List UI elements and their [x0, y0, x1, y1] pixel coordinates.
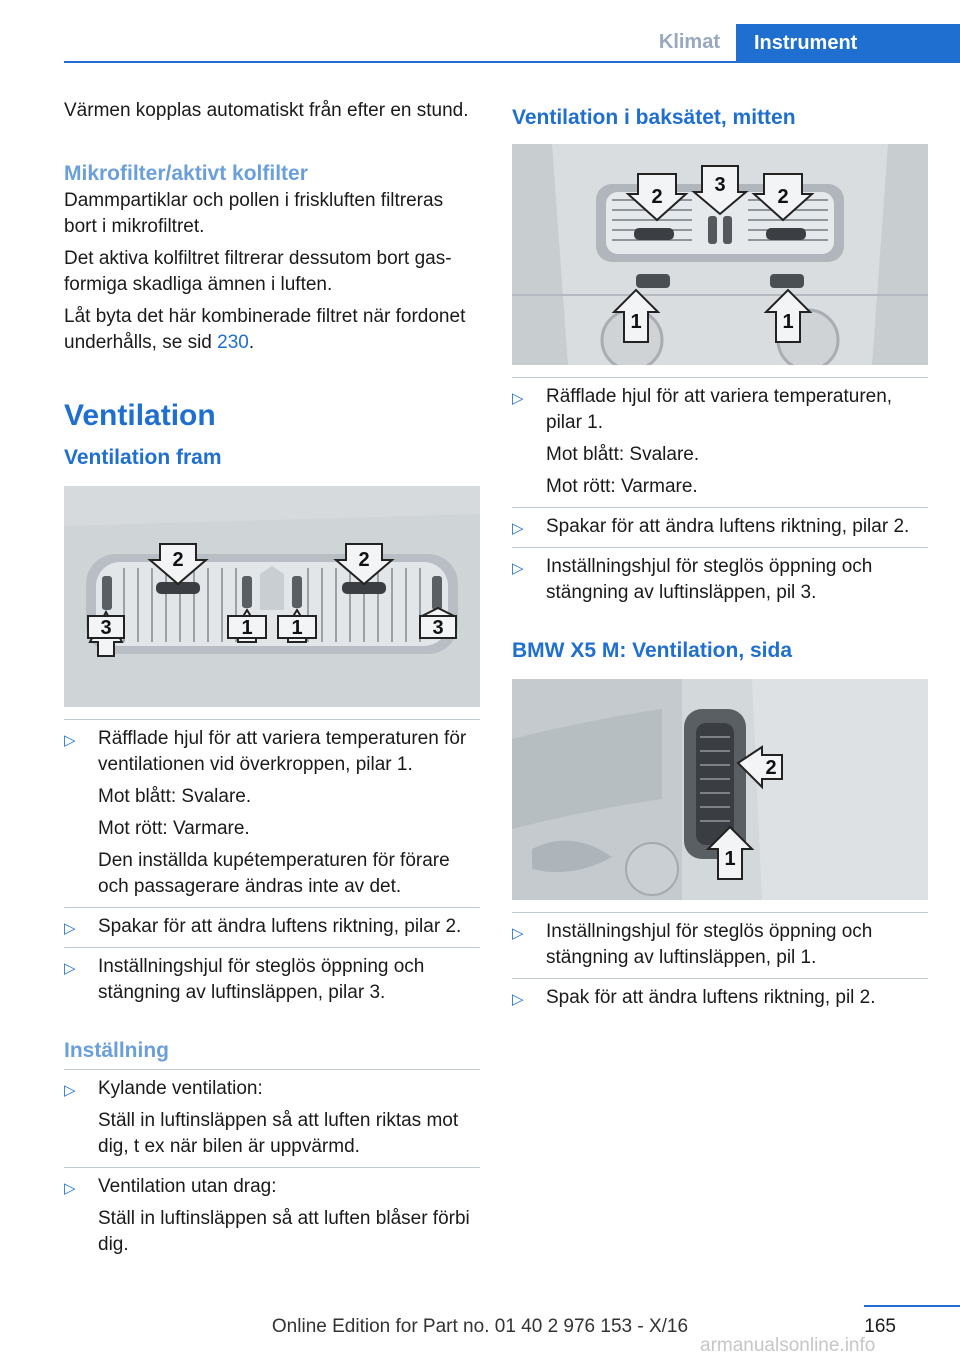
callout-label: 1 [724, 848, 736, 870]
list-item [512, 547, 928, 613]
list-item [64, 947, 480, 1013]
list-item-sub: Mot rött: Varmare. [546, 476, 698, 497]
x5-list [512, 912, 928, 1018]
list-item [512, 377, 928, 507]
list-item [64, 907, 480, 947]
list-item-sub: Mot blått: Svalare. [546, 444, 700, 465]
list-item [64, 1167, 480, 1265]
list-item [512, 912, 928, 978]
right-column [512, 98, 928, 1018]
tab-klimat[interactable]: Klimat [658, 31, 720, 53]
callout-label: 3 [714, 174, 726, 196]
list-item-sub: Ställ in luftinsläppen så att luften blåser förbi dig. [98, 1208, 470, 1255]
list-item-text: Spakar för att ändra luftens riktning, pilar 2. [98, 916, 462, 937]
list-item [512, 978, 928, 1018]
fram-list [64, 719, 480, 1013]
list-item [512, 507, 928, 547]
triangle-right-icon: ▷ [64, 1082, 76, 1099]
triangle-right-icon: ▷ [512, 560, 524, 577]
front-vents-illustration [64, 486, 480, 707]
watermark: armanualsonline.info [700, 1335, 876, 1356]
tab-instrument[interactable]: Instrument [736, 24, 960, 62]
triangle-right-icon: ▷ [64, 1180, 76, 1197]
callout-label: 1 [241, 617, 253, 639]
callout-label: 2 [358, 549, 370, 571]
callout-label: 1 [630, 311, 642, 333]
triangle-right-icon: ▷ [512, 520, 524, 537]
header-rule [64, 61, 960, 63]
list-item-text: Inställningshjul för steglös öppning och stängning av luftinsläppen, pilar 3. [98, 956, 425, 1003]
installning-list [64, 1069, 480, 1265]
list-item-text: Spakar för att ändra luftens riktning, pilar 2. [546, 516, 910, 537]
list-item-text: Räfflade hjul för att variera temperaturen, pilar 1. [546, 386, 893, 433]
ventilation-fram-heading: Ventilation fram [64, 446, 222, 469]
ventilation-heading: Ventilation [64, 399, 216, 432]
list-item-text: Inställningshjul för steglös öppning och stängning av luftinsläppen, pil 1. [546, 921, 873, 968]
triangle-right-icon: ▷ [64, 732, 76, 749]
callout-label: 1 [782, 311, 794, 333]
triangle-right-icon: ▷ [512, 390, 524, 407]
bak-list [512, 377, 928, 613]
list-item [64, 1069, 480, 1167]
list-item-text: Ventilation utan drag: [98, 1176, 277, 1197]
mikrofilter-heading: Mikrofilter/aktivt kolfilter [64, 162, 308, 185]
figure-front-vents [64, 486, 480, 707]
footer-rule [864, 1305, 960, 1307]
callout-label: 2 [765, 757, 777, 779]
figure-side-vent [512, 679, 928, 900]
callout-label: 3 [100, 617, 112, 639]
triangle-right-icon: ▷ [512, 925, 524, 942]
triangle-right-icon: ▷ [512, 991, 524, 1008]
page-link-230[interactable]: 230 [217, 332, 249, 353]
mikrofilter-p1: Dammpartiklar och pollen i friskluften filtreras bort i mikrofiltret. [64, 190, 444, 237]
callout-label: 2 [172, 549, 184, 571]
callout-label: 3 [432, 617, 444, 639]
mikrofilter-p3-text: Låt byta det här kombinerade filtret när fordonet underhålls, se sid [64, 306, 466, 353]
list-item-sub: Mot rött: Varmare. [98, 818, 250, 839]
callout-label: 1 [291, 617, 303, 639]
mikrofilter-p3 [64, 304, 480, 356]
callout-label: 2 [651, 186, 663, 208]
x5-heading: BMW X5 M: Ventilation, sida [512, 639, 793, 662]
triangle-right-icon: ▷ [64, 920, 76, 937]
list-item [64, 719, 480, 907]
bak-heading: Ventilation i baksätet, mitten [512, 106, 796, 129]
mikrofilter-p2: Det aktiva kolfiltret filtrerar dessutom bort gasformiga skadliga ämnen i luften. [64, 248, 452, 295]
list-item-sub: Den inställda kupétemperaturen för förare och passagerare ändras inte av det. [98, 850, 450, 897]
callout-label: 2 [777, 186, 789, 208]
page-number: 165 [864, 1316, 896, 1337]
edition-text: Online Edition for Part no. 01 40 2 976 153 - X/16 [271, 1316, 689, 1337]
list-item-sub: Ställ in luftinsläppen så att luften riktas mot dig, t ex när bilen är uppvärmd. [98, 1110, 459, 1157]
installning-heading: Inställning [64, 1039, 169, 1062]
list-item-text: Spak för att ändra luftens riktning, pil 2. [546, 987, 876, 1008]
list-item-text: Kylande ventilation: [98, 1078, 263, 1099]
intro-text: Värmen kopplas automatiskt från efter en stund. [64, 100, 469, 121]
rear-vents-illustration [512, 144, 928, 365]
side-vent-illustration [512, 679, 928, 900]
figure-rear-vents [512, 144, 928, 365]
list-item-text: Räfflade hjul för att variera temperaturen för ventilationen vid överkroppen, pilar 1. [98, 728, 467, 775]
list-item-text: Inställningshjul för steglös öppning och stängning av luftinsläppen, pil 3. [546, 556, 873, 603]
left-column [64, 98, 480, 1265]
list-item-sub: Mot blått: Svalare. [98, 786, 252, 807]
mikrofilter-p3-end: . [248, 332, 255, 353]
triangle-right-icon: ▷ [64, 960, 76, 977]
